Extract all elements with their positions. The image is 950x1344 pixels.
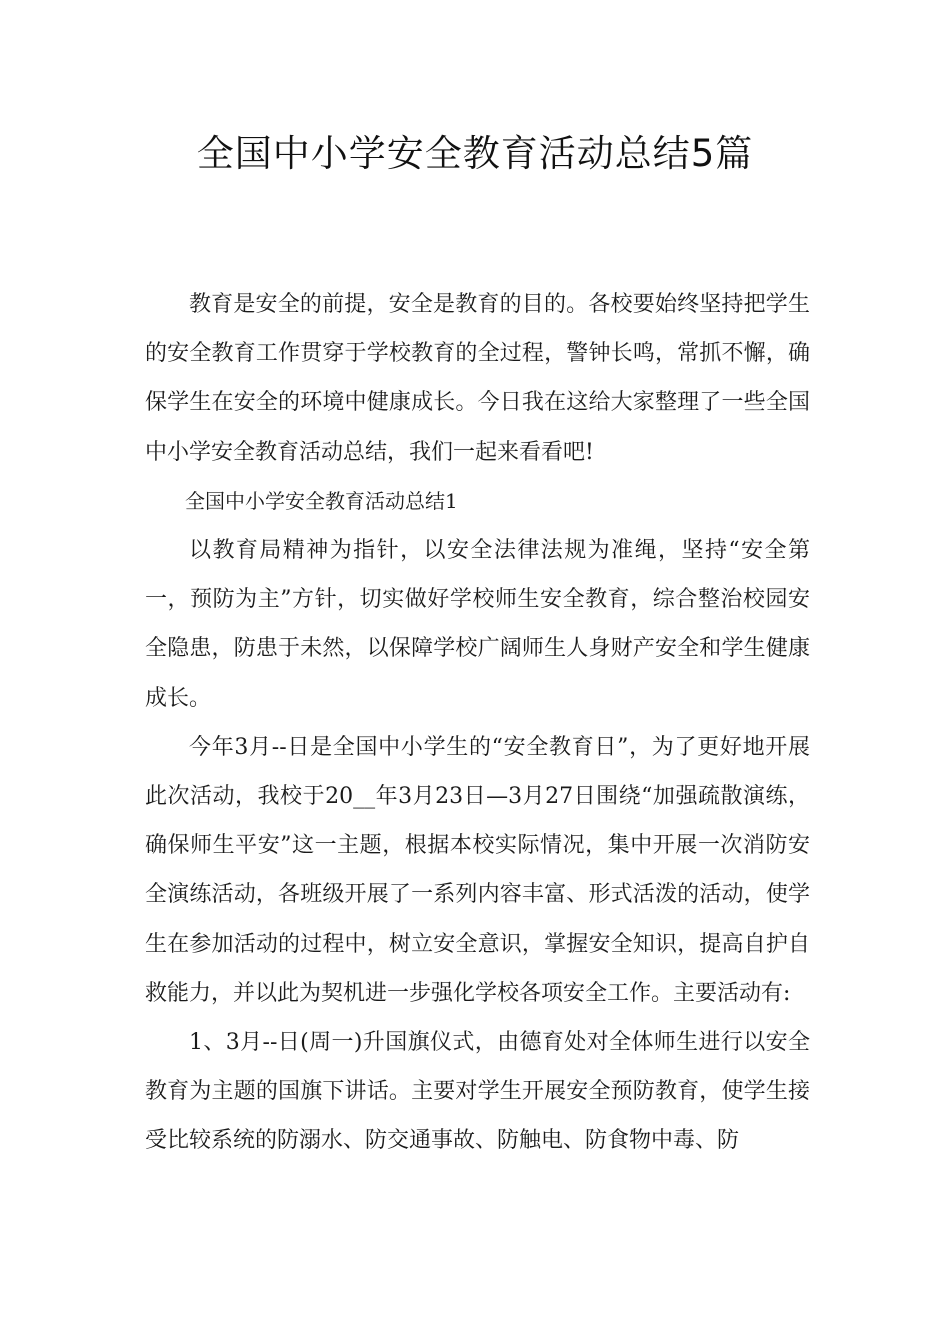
body-paragraph: 今年3月--日是全国中小学生的“安全教育日”，为了更好地开展此次活动，我校于20__年3月23日—3月27日围绕“加强疏散演练，确保师生平安”这一主题，根据本校实际情况，集中开展一次消防安全演练活动，各班级开展了一系列内容丰富、形式活泼的活动，使学生在参加活动的过程中，树立安全意识，掌握安全知识，提高自护自救能力，并以此为契机进一步强化学校各项安全工作。主要活动有: — [145, 734, 810, 1006]
section-heading: 全国中小学安全教育活动总结1 — [185, 488, 458, 513]
body-paragraph: 以教育局精神为指针，以安全法律法规为准绳，坚持“安全第一，预防为主”方针，切实做好学校师生安全教育，综合整治校园安全隐患，防患于未然，以保障学校广阔师生人身财产安全和学生健康成长。 — [145, 538, 810, 711]
document-title: 全国中小学安全教育活动总结5篇 — [196, 132, 754, 175]
intro-paragraph: 教育是安全的前提，安全是教育的目的。各校要始终坚持把学生的安全教育工作贯穿于学校教育的全过程，警钟长鸣，常抓不懈，确保学生在安全的环境中健康成长。今日我在这给大家整理了一些全国中小学安全教育活动总结，我们一起来看看吧! — [145, 292, 810, 465]
body-paragraph: 1、3月--日(周一)升国旗仪式，由德育处对全体师生进行以安全教育为主题的国旗下讲话。主要对学生开展安全预防教育，使学生接受比较系统的防溺水、防交通事故、防触电、防食物中毒、防 — [145, 1030, 810, 1154]
document-body — [145, 280, 810, 1166]
